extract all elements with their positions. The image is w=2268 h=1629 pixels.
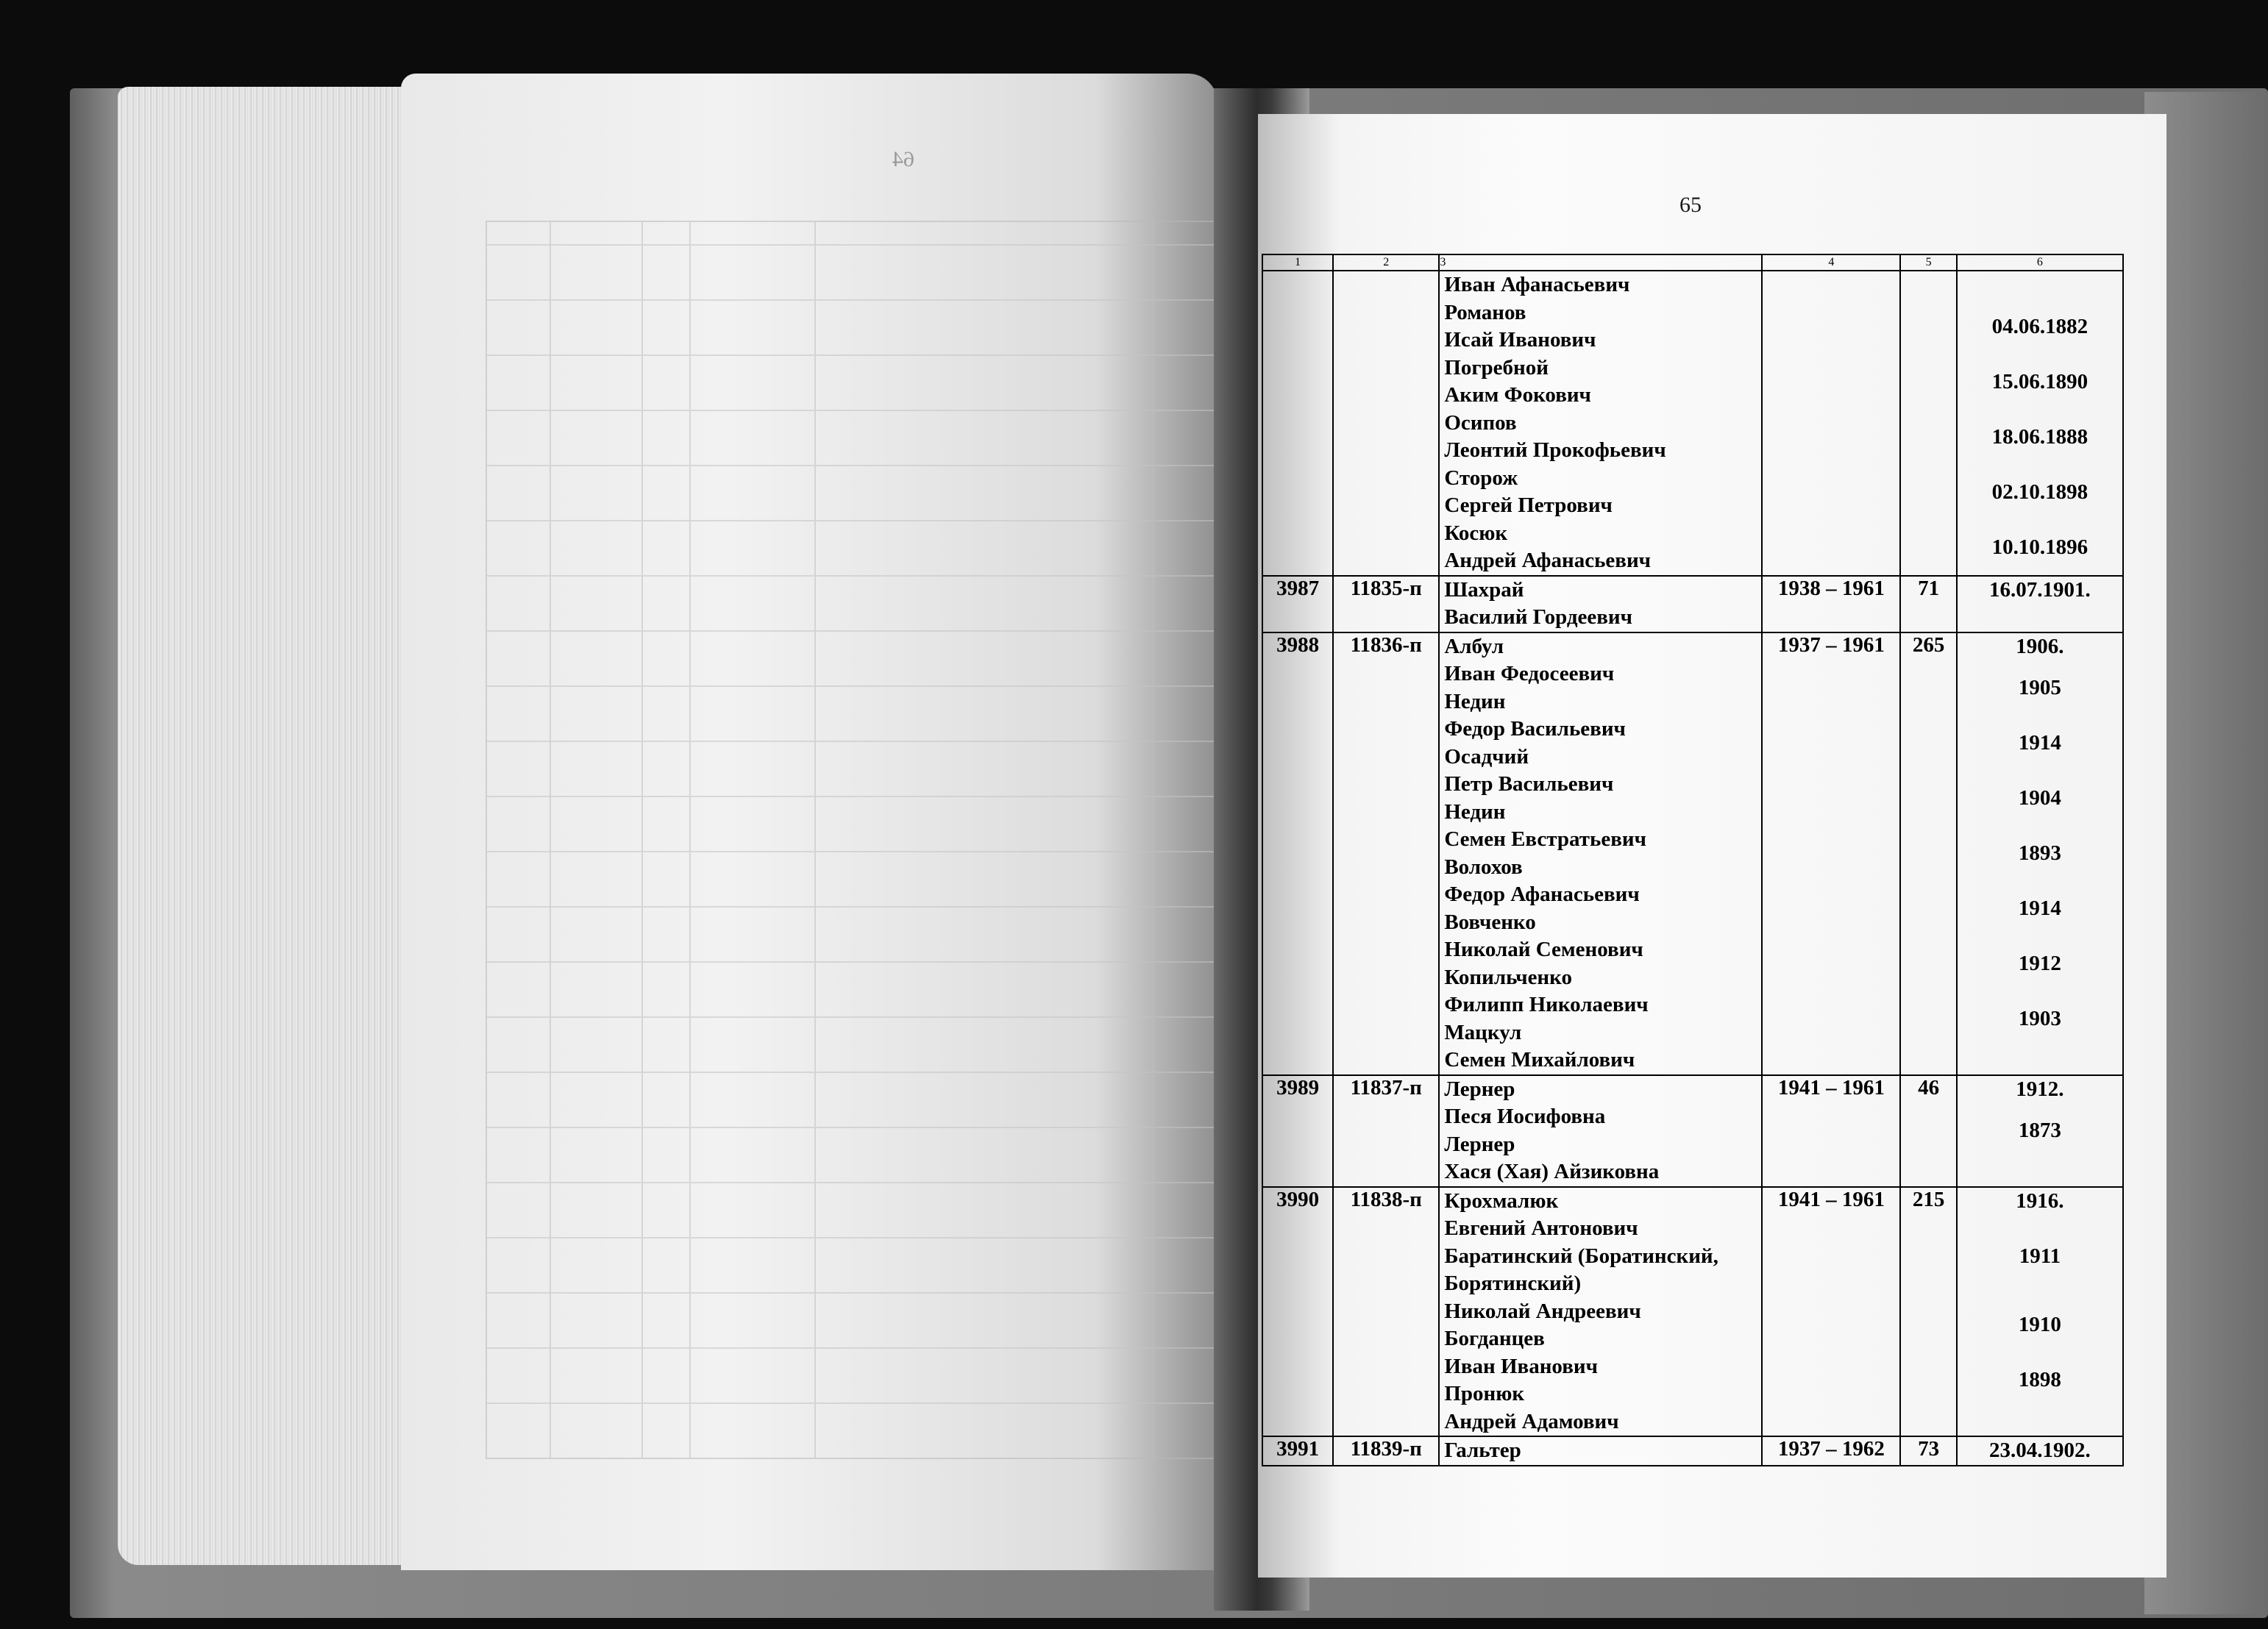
person-surname-variant: Борятинский) [1444,1272,1582,1295]
birth-date: 1893 [2018,841,2061,865]
record-number: 3987 [1262,576,1333,632]
person-surname: Албул [1444,634,1504,658]
case-number: 11837-п [1333,1075,1439,1187]
person-surname: Пронюк [1444,1382,1525,1405]
column-header: 6 [1957,254,2123,271]
column-header: 2 [1333,254,1439,271]
person-surname: Осипов [1444,410,1517,435]
case-number: 11838-п [1333,1187,1439,1437]
record-number [1262,271,1333,576]
person-surname: Недин [1444,799,1506,824]
birth-dates-cell [1957,1436,2123,1466]
person-name: Иван Федосеевич [1444,662,1615,685]
column-header: 5 [1900,254,1956,271]
persons-cell [1439,1075,1762,1187]
birth-date: 1903 [2018,1007,2061,1030]
birth-date: 10.10.1896 [1991,535,2089,559]
years: 1937 – 1962 [1762,1436,1900,1466]
years [1762,271,1900,576]
years: 1941 – 1961 [1762,1187,1900,1437]
birth-date: 16.07.1901. [1989,577,2091,602]
case-number: 11839-п [1333,1436,1439,1466]
person-surname: Осадчий [1444,744,1529,769]
sheets: 71 [1900,576,1956,632]
birth-date: 1914 [2018,731,2061,755]
person-surname: Недин [1444,689,1506,713]
person-surname: Баратинский (Боратинский, [1444,1244,1718,1268]
sheets: 215 [1900,1187,1956,1437]
person-name: Песя Иосифовна [1444,1105,1606,1128]
birth-date: 02.10.1898 [1991,480,2089,504]
years: 1938 – 1961 [1762,576,1900,632]
persons-cell [1439,1436,1762,1466]
person-name: Аким Фокович [1444,383,1591,407]
case-number: 11835-п [1333,576,1439,632]
person-surname: Лернер [1444,1132,1515,1156]
person-surname: Шахрай [1444,577,1524,602]
person-name: Хася (Хая) Айзиковна [1444,1160,1660,1183]
person-name: Евгений Антонович [1444,1216,1638,1240]
person-name: Федор Афанасьевич [1444,883,1640,906]
person-name: Петр Васильевич [1444,772,1614,796]
case-number [1333,271,1439,576]
person-surname: Копильченко [1444,965,1572,989]
table-row [1262,1436,2123,1466]
person-surname: Романов [1444,300,1526,324]
birth-date: 1912 [2018,952,2061,975]
birth-date: 1911 [2019,1244,2061,1268]
person-surname: Богданцев [1444,1327,1545,1350]
column-number-row [1262,254,2123,271]
person-surname: Волохов [1444,855,1523,879]
person-surname: Косюк [1444,521,1508,545]
column-header: 3 [1439,254,1762,271]
birth-dates-cell [1957,271,2123,576]
table-row [1262,1187,2123,1437]
birth-date: 1905 [2018,676,2061,699]
person-name: Сергей Петрович [1444,493,1613,517]
person-surname: Сторож [1444,466,1518,490]
page-number: 65 [1679,193,1702,217]
birth-dates-cell [1957,576,2123,632]
sheets: 265 [1900,632,1956,1075]
years: 1937 – 1961 [1762,632,1900,1075]
person-name: Филипп Николаевич [1444,993,1649,1016]
table-row [1262,1075,2123,1187]
column-header: 4 [1762,254,1900,271]
birth-date: 1916. [2016,1188,2064,1213]
years: 1941 – 1961 [1762,1075,1900,1187]
sheets [1900,271,1956,576]
person-surname: Лернер [1444,1077,1515,1101]
sheets: 46 [1900,1075,1956,1187]
persons-cell [1439,1187,1762,1437]
person-surname: Гальтер [1444,1439,1521,1462]
person-name: Иван Афанасьевич [1444,273,1630,296]
person-name: Федор Васильевич [1444,717,1626,741]
birth-date: 1906. [2016,634,2064,658]
persons-cell [1439,271,1762,576]
person-surname: Вовченко [1444,910,1536,934]
birth-date: 18.06.1888 [1991,424,2089,449]
persons-cell [1439,576,1762,632]
person-name: Андрей Адамович [1444,1409,1619,1433]
birth-dates-cell [1957,632,2123,1075]
birth-date: 15.06.1890 [1991,369,2089,393]
table-row [1262,632,2123,1075]
birth-date: 1904 [2018,786,2061,810]
birth-date: 04.06.1882 [1991,314,2089,338]
birth-dates-cell [1957,1187,2123,1437]
register-table [1262,254,2124,1466]
person-name: Леонтий Прокофьевич [1444,438,1666,462]
person-name: Николай Семенович [1444,938,1643,961]
case-number: 11836-п [1333,632,1439,1075]
record-number: 3989 [1262,1075,1333,1187]
person-name: Семен Михайлович [1444,1048,1635,1072]
person-surname: Погребной [1444,355,1549,379]
column-header: 1 [1262,254,1333,271]
person-name: Николай Андреевич [1444,1299,1641,1323]
birth-date: 1873 [2018,1119,2061,1142]
facing-page-number: 64 [892,147,914,171]
sheets: 73 [1900,1436,1956,1466]
record-number: 3991 [1262,1436,1333,1466]
person-name: Семен Евстратьевич [1444,827,1646,851]
record-number: 3988 [1262,632,1333,1075]
person-name: Андрей Афанасьевич [1444,549,1652,572]
person-surname: Мацкул [1444,1020,1522,1044]
record-number: 3990 [1262,1187,1333,1437]
table-row [1262,576,2123,632]
left-page-show-through-table [486,221,1243,1459]
birth-date: 23.04.1902. [1989,1439,2091,1462]
person-surname: Крохмалюк [1444,1188,1559,1213]
table-row [1262,271,2123,576]
person-name: Исай Иванович [1444,328,1596,352]
persons-cell [1439,632,1762,1075]
birth-dates-cell [1957,1075,2123,1187]
person-name: Иван Иванович [1444,1354,1598,1378]
birth-date: 1910 [2018,1313,2061,1336]
birth-date: 1912. [2016,1077,2064,1101]
birth-date: 1898 [2018,1368,2061,1391]
person-name: Василий Гордеевич [1444,605,1632,629]
birth-date: 1914 [2018,897,2061,920]
